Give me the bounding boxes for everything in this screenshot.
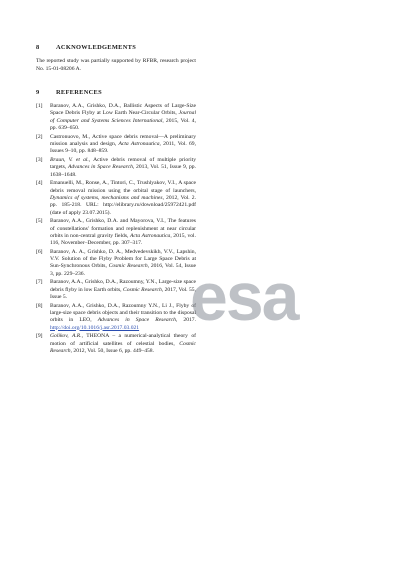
reference-item [36,333,196,355]
reference-index: [2] [36,133,43,140]
reference-item [36,303,196,332]
reference-index: [3] [36,157,43,164]
reference-item [36,218,196,247]
reference-italic: Cosmic Research [108,263,148,270]
section-number: 9 [36,88,40,96]
reference-item [36,180,196,216]
reference-text: Emanuelli, M., Ronse, A., Tintori, C., Trushlyakov, V.I., A space debris removal mission using the orbital stage of launchers, Dynamics of systems, mechanisms and machines, 2012, Vol. 2. pp. 185-218. URL: http://elibrary.ru/download/25972421.pdf (date of apply 23.07.2015). [50,180,197,216]
reference-italic: Cosmic Research [122,286,162,293]
reference-index: [9] [36,333,43,340]
reference-item [36,103,196,132]
reference-index: [6] [36,248,43,255]
reference-item [36,157,196,179]
reference-index: [7] [36,279,43,286]
reference-italic: Journal of Computer and Systems Sciences International [50,110,196,124]
reference-text: Braun, V. et al., Active debris removal of multiple priority targets, Advances in Space Research, 2013, Vol. 51, Issue 9, pp. 1638–1648. [50,157,196,178]
reference-italic: Golikov, A.R., [50,333,83,340]
reference-italic: Advances in Space Research [97,317,176,324]
reference-index: [1] [36,103,43,110]
section-number: 8 [36,44,40,51]
doi-link[interactable]: http://doi.org/10.1016/j.asr.2017.03.021 [50,324,140,331]
reference-italic: Dynamics of systems, mechanisms and machines [50,194,163,201]
reference-text: Baranov, A.A., Grishko, D.A., Ballistic Aspects of Large-Size Space Debris Flyby at Low Earth Near-Circular Orbits, Journal of Computer and Systems Sciences International, 2015, Vol. 4, pp. 639–650. [50,103,196,132]
reference-italic: Advances in Space Research [67,164,133,171]
acknowledgements-heading [36,44,196,51]
reference-text: Baranov, A.A., Grishko, D.A., Razoumny Y.N., Li J., Flyby of large-size space debris objects and their transition to the disposal orbits in LEO, Advances in Space Research, 2017. http://doi.org/10.1016/j.asr.2017.03.021 [50,302,196,331]
reference-italic: Cosmic Research [50,340,196,354]
references-heading [36,89,196,96]
reference-text: Baranov, A.A., Grishko, D.A. and Mayorova, V.I., The features of constellations' formation and replenishment at near circular orbits in non-central gravity fields, Acta Astronautica, 2015, vol. 116, November–December, pp. 307–317. [50,218,196,247]
text-column [36,44,196,357]
reference-item [36,279,196,301]
svg-text:esa: esa [190,259,298,335]
section-title: ACKNOWLEDGEMENTS [56,44,137,51]
reference-text: Baranov, A.A., Grishko, D.A., Razoumny, Y.N., Large-size space debris flyby in low Earth orbits, Cosmic Research, 2017, Vol. 55, Issue 5. [50,279,196,300]
reference-italic: Acta Astronautica [118,141,160,148]
esa-logo-watermark [190,258,340,348]
reference-italic: Acta Astronautica [129,232,171,239]
reference-text: Baranov, A. A., Grishko, D. A., Medvedevskikh, V.V., Lapshin, V.V. Solution of the Flyby Problem for Large Space Debris at Sun-Synchronous Orbits, Cosmic Research, 2016, Vol. 54, Issue 3, pp. 229–236. [50,248,196,277]
reference-item [36,249,196,278]
reference-text: Castronuovo, M., Active space debris removal—A preliminary mission analysis and design, Acta Astronautica, 2011, Vol. 69, Issues 9–10, pp. 848–859. [50,133,196,155]
acknowledgements-text: The reported study was partially supported by RFBR, research project No. 15-01-08206 A. [36,58,196,72]
reference-index: [4] [36,180,43,187]
reference-text: Golikov, A.R., THEONA – a numerical-analytical theory of motion of artificial satellites of celestial bodies, Cosmic Research, 2012, Vol. 50, Issue 6, pp. 449–458. [50,333,196,354]
section-title: REFERENCES [56,88,102,96]
reference-index: [8] [36,302,43,309]
reference-italic: Braun, V. et al., [50,157,91,164]
references-list [36,103,196,355]
reference-item [36,134,196,156]
reference-index: [5] [36,218,43,225]
